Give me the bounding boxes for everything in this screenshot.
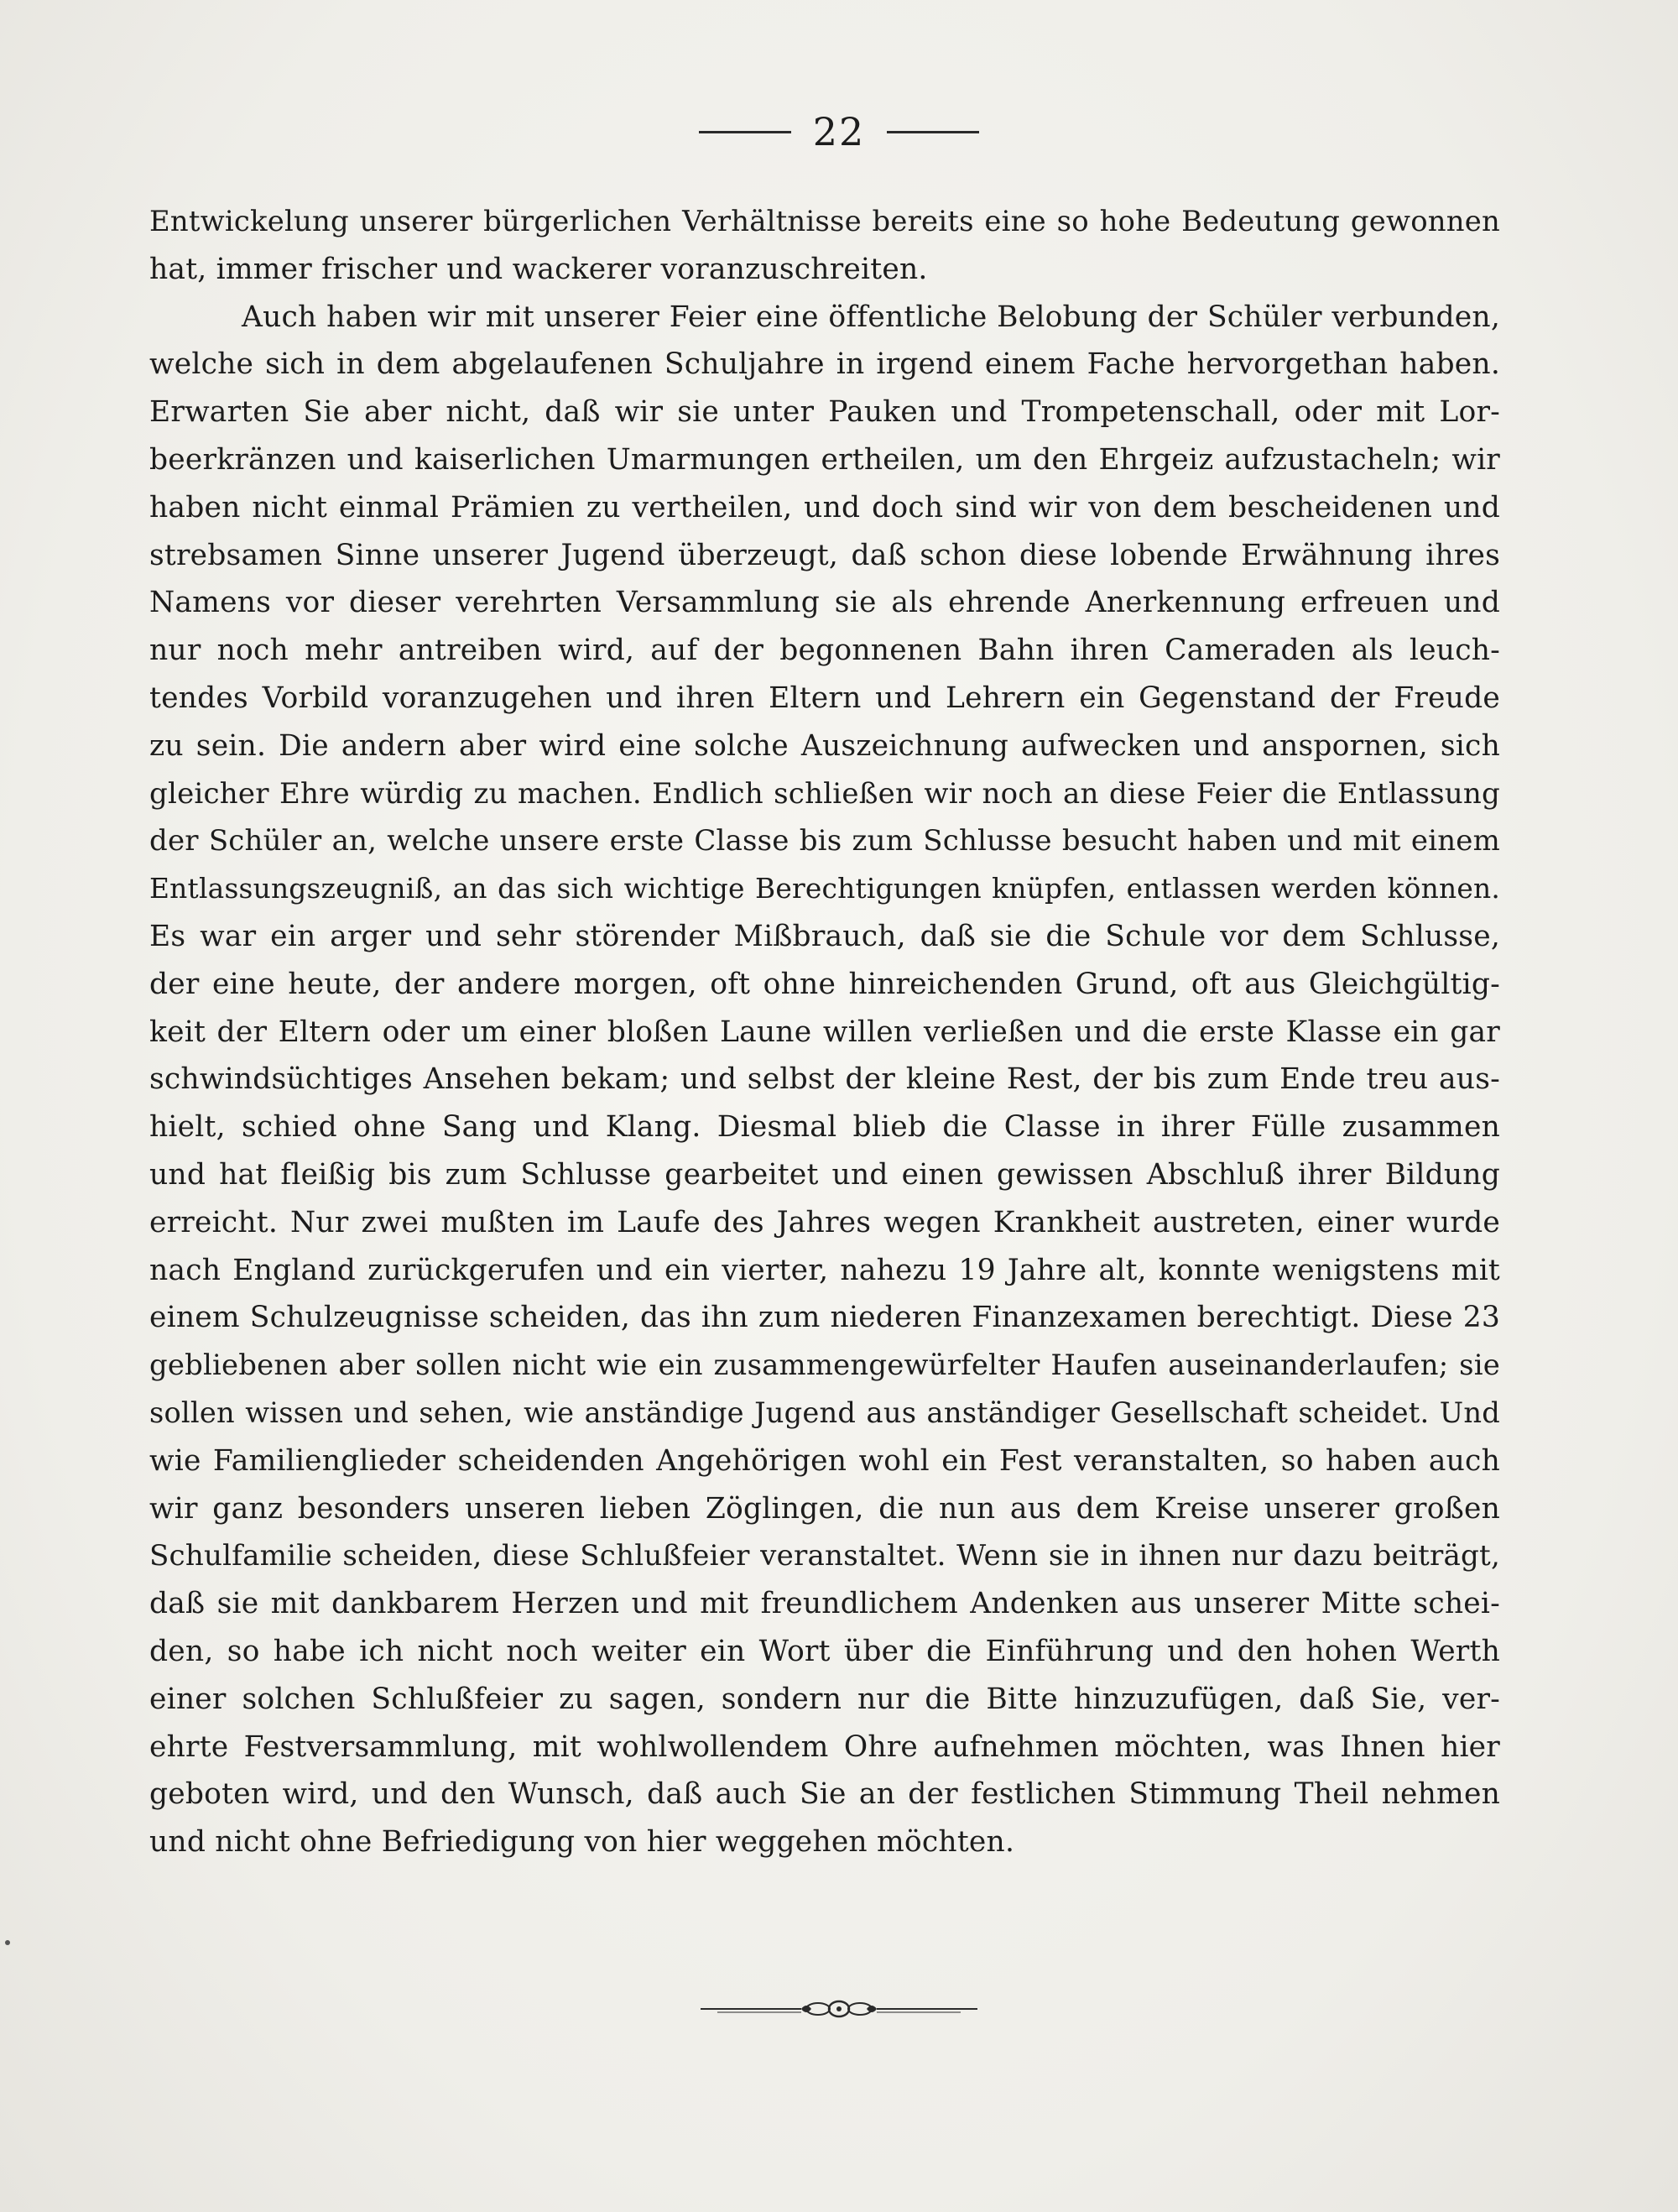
- header-rule-right: [887, 131, 979, 133]
- text-line: gleicher Ehre würdig zu machen. Endlich schließen wir noch an diese Feier die Entlassung: [149, 776, 1500, 811]
- text-line: haben nicht einmal Prämien zu vertheilen, und doch sind wir von dem bescheidenen und: [149, 490, 1500, 524]
- text-line: Schulfamilie scheiden, diese Schlußfeier veranstaltet. Wenn sie in ihnen nur dazu beiträgt,: [149, 1539, 1500, 1573]
- text-line: Es war ein arger und sehr störender Mißbrauch, daß sie die Schule vor dem Schlusse,: [149, 919, 1500, 953]
- text-line: der Schüler an, welche unsere erste Classe bis zum Schlusse besucht haben und mit einem: [149, 824, 1500, 858]
- text-line: keit der Eltern oder um einer bloßen Laune willen verließen und die erste Klasse ein gar: [149, 1015, 1500, 1049]
- text-line: Auch haben wir mit unserer Feier eine öffentliche Belobung der Schüler verbunden,: [242, 300, 1500, 334]
- text-line: einem Schulzeugnisse scheiden, das ihn zum niederen Finanzexamen berechtigt. Diese 23: [149, 1301, 1500, 1335]
- text-line: strebsamen Sinne unserer Jugend überzeugt, daß schon diese lobende Erwähnung ihres: [149, 538, 1500, 572]
- text-line: und hat fleißig bis zum Schlusse gearbeitet und einen gewissen Abschluß ihrer Bildung: [149, 1157, 1500, 1192]
- text-line: wie Familienglieder scheidenden Angehörigen wohl ein Fest veranstalten, so haben auch: [149, 1443, 1500, 1478]
- text-line: einer solchen Schlußfeier zu sagen, sondern nur die Bitte hinzuzufügen, daß Sie, ver-: [149, 1682, 1500, 1716]
- text-line: daß sie mit dankbarem Herzen und mit freundlichem Andenken aus unserer Mitte schei-: [149, 1587, 1500, 1621]
- page-number: 22: [812, 109, 866, 154]
- text-line: tendes Vorbild voranzugehen und ihren Eltern und Lehrern ein Gegenstand der Freude: [149, 681, 1500, 715]
- text-line: beerkränzen und kaiserlichen Umarmungen ertheilen, um den Ehrgeiz aufzustacheln; wir: [149, 442, 1500, 477]
- text-line: der eine heute, der andere morgen, oft ohne hinreichenden Grund, oft aus Gleichgültig-: [149, 967, 1500, 1001]
- text-line: wir ganz besonders unseren lieben Zöglingen, die nun aus dem Kreise unserer großen: [149, 1491, 1500, 1526]
- text-line: zu sein. Die andern aber wird eine solche Auszeichnung aufwecken und anspornen, sich: [149, 728, 1500, 763]
- text-line: geboten wird, und den Wunsch, daß auch Sie an der festlichen Stimmung Theil nehmen: [149, 1777, 1500, 1812]
- text-line: sollen wissen und sehen, wie anständige Jugend aus anständiger Gesellschaft scheidet. Und: [149, 1396, 1500, 1429]
- page-header: [0, 109, 1678, 168]
- header-rule-left: [699, 131, 791, 133]
- ornament-flourish-icon: [701, 1994, 977, 2024]
- text-line: nur noch mehr antreiben wird, auf der begonnenen Bahn ihren Cameraden als leuch-: [149, 634, 1500, 668]
- text-line: ehrte Festversammlung, mit wohlwollendem Ohre aufnehmen möchten, was Ihnen hier: [149, 1729, 1500, 1764]
- text-line: Entwickelung unserer bürgerlichen Verhältnisse bereits eine so hohe Bedeutung gewonnen: [149, 205, 1500, 237]
- text-line: und nicht ohne Befriedigung von hier weggehen möchten.: [149, 1825, 1015, 1860]
- text-line: Namens vor dieser verehrten Versammlung sie als ehrende Anerkennung erfreuen und: [149, 586, 1500, 620]
- text-line: erreicht. Nur zwei mußten im Laufe des Jahres wegen Krankheit austreten, einer wurde: [149, 1205, 1500, 1239]
- text-line: Erwarten Sie aber nicht, daß wir sie unter Pauken und Trompetenschall, oder mit Lor-: [149, 395, 1500, 430]
- text-line: hielt, schied ohne Sang und Klang. Diesmal blieb die Classe in ihrer Fülle zusammen: [149, 1110, 1500, 1145]
- end-ornament: [0, 1994, 1678, 2027]
- text-line: nach England zurückgerufen und ein vierter, nahezu 19 Jahre alt, konnte wenigstens mit: [149, 1253, 1500, 1287]
- text-line: schwindsüchtiges Ansehen bekam; und selbst der kleine Rest, der bis zum Ende treu aus-: [149, 1062, 1500, 1097]
- text-line: Entlassungszeugniß, an das sich wichtige Berechtigungen knüpfen, entlassen werden können.: [149, 872, 1500, 905]
- text-line: den, so habe ich nicht noch weiter ein Wort über die Einführung und den hohen Werth: [149, 1634, 1500, 1668]
- text-line: welche sich in dem abgelaufenen Schuljahre in irgend einem Fache hervorgethan haben.: [149, 347, 1500, 382]
- text-line: hat, immer frischer und wackerer voranzuschreiten.: [149, 252, 928, 286]
- body-text: [149, 198, 1500, 1866]
- text-line: gebliebenen aber sollen nicht wie ein zusammengewürfelter Haufen auseinanderlaufen; sie: [149, 1349, 1500, 1382]
- paper-speck: [5, 1940, 10, 1945]
